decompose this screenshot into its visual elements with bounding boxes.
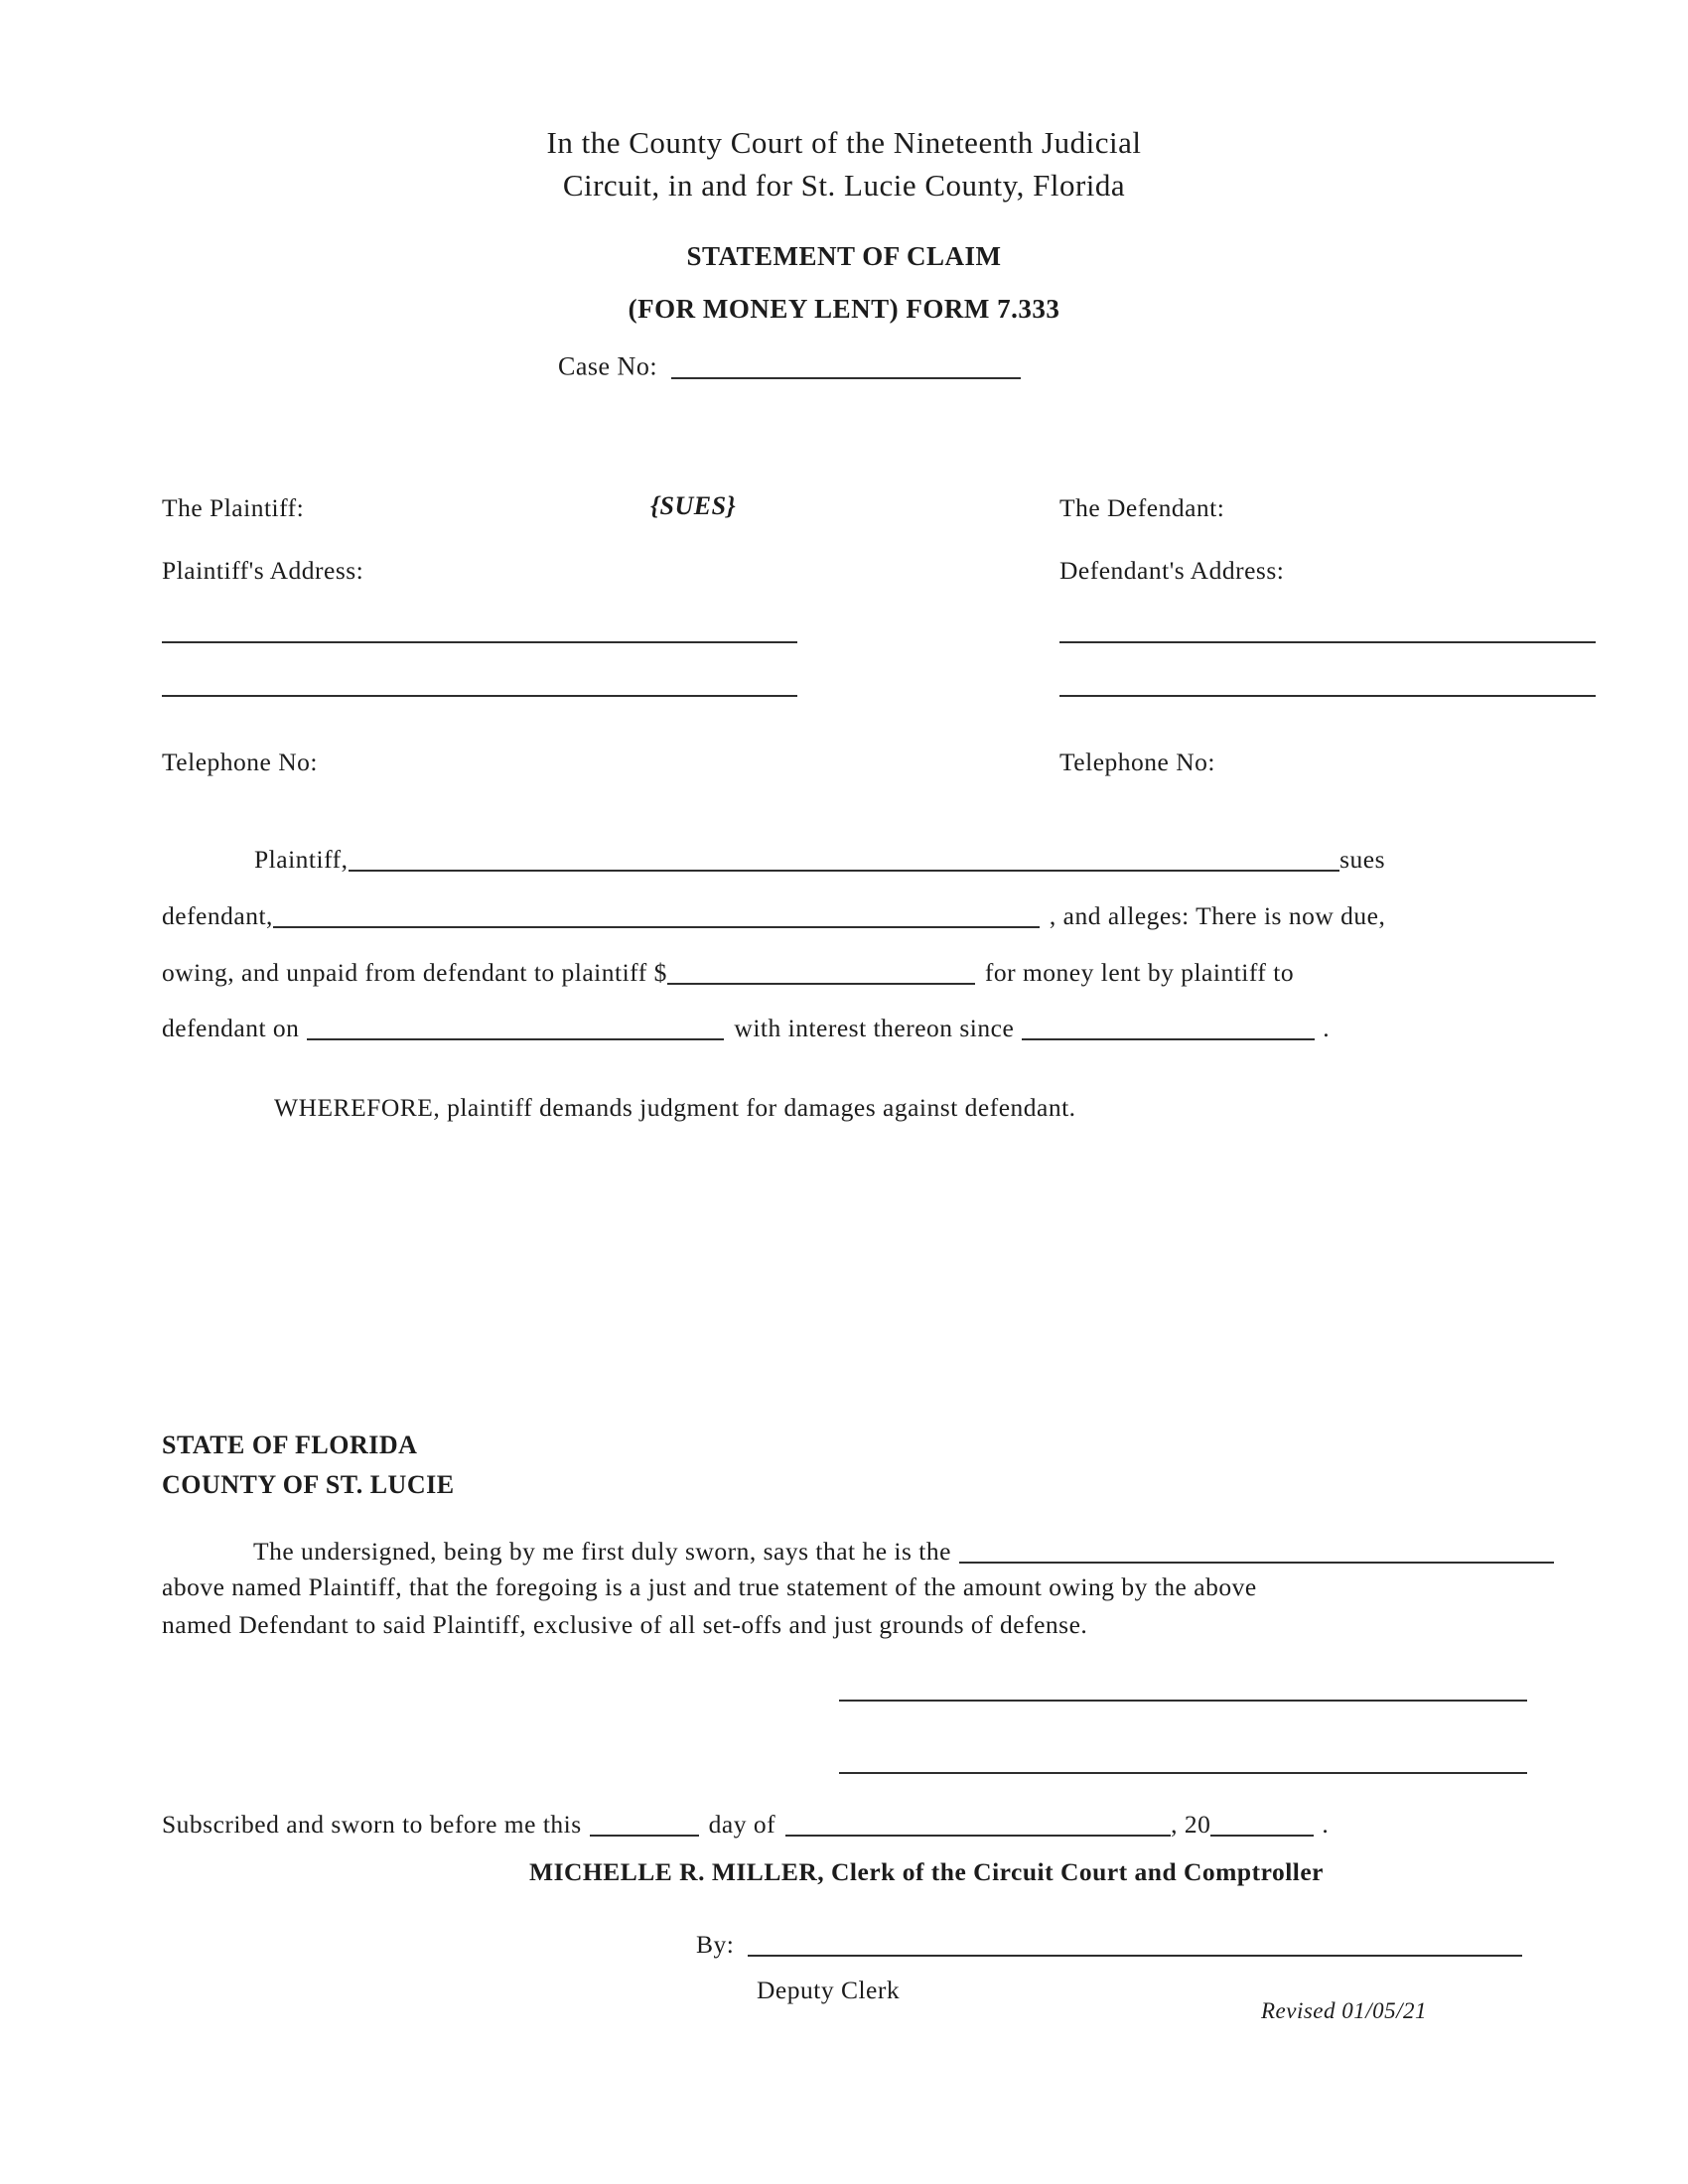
interest-date-field[interactable] xyxy=(1022,1015,1315,1040)
claim-line-4 xyxy=(162,1011,1330,1043)
sworn-line-3-text: named Defendant to said Plaintiff, exclusive of all set-offs and just grounds of defense. xyxy=(162,1610,1088,1639)
defendant-name-field[interactable] xyxy=(273,902,1040,928)
county-of-st-lucie-label: COUNTY OF ST. LUCIE xyxy=(162,1470,455,1499)
claim-line-2 xyxy=(162,898,1385,931)
defendant-address-line-2-field[interactable] xyxy=(1059,695,1596,697)
defendant-telephone-label: Telephone No: xyxy=(1059,748,1215,776)
wherefore-text: WHEREFORE, plaintiff demands judgment for damages against defendant. xyxy=(274,1093,1076,1122)
case-no-label: Case No: xyxy=(558,351,658,381)
plaintiff-label: The Plaintiff: xyxy=(162,493,305,522)
clerk-name-line: MICHELLE R. MILLER, Clerk of the Circuit Court and Comptroller xyxy=(529,1857,1324,1886)
claim-money-lent-text: for money lent by plaintiff to xyxy=(984,958,1295,988)
deputy-signature-field[interactable] xyxy=(748,1931,1522,1957)
plaintiff-address-line-1-field[interactable] xyxy=(162,641,797,643)
plaintiff-address-label: Plaintiff's Address: xyxy=(162,556,364,585)
claim-line-1 xyxy=(254,842,1385,875)
affiant-signature-line[interactable] xyxy=(839,1700,1527,1702)
state-of-florida-label: STATE OF FLORIDA xyxy=(162,1431,418,1459)
year-prefix-text: , 20 xyxy=(1171,1810,1211,1840)
claim-sues-word: sues xyxy=(1339,845,1385,875)
capacity-field[interactable] xyxy=(959,1538,1554,1564)
court-title-line-1: In the County Court of the Nineteenth Judicial xyxy=(546,125,1142,160)
by-line xyxy=(696,1927,1522,1960)
claim-line-4-period: . xyxy=(1323,1014,1331,1043)
sues-marker: {SUES} xyxy=(650,491,737,520)
case-no-line xyxy=(558,348,1021,382)
by-label: By: xyxy=(696,1930,735,1960)
day-of-text: day of xyxy=(708,1810,776,1840)
loan-date-field[interactable] xyxy=(307,1015,724,1040)
sworn-line-1 xyxy=(253,1534,1554,1567)
month-field[interactable] xyxy=(785,1811,1171,1837)
claim-interest-text: with interest thereon since xyxy=(734,1014,1015,1043)
plaintiff-telephone-label: Telephone No: xyxy=(162,748,318,776)
claim-defendant-on-text: defendant on xyxy=(162,1014,300,1043)
defendant-label: The Defendant: xyxy=(1059,493,1225,522)
amount-field[interactable] xyxy=(667,959,975,985)
subscribed-period: . xyxy=(1322,1810,1330,1840)
deputy-clerk-label: Deputy Clerk xyxy=(757,1976,901,2004)
day-field[interactable] xyxy=(590,1811,699,1837)
claim-owing-text: owing, and unpaid from defendant to plaintiff $ xyxy=(162,958,667,988)
plaintiff-name-field[interactable] xyxy=(349,846,1340,872)
affiant-signature-line-2[interactable] xyxy=(839,1772,1527,1774)
claim-alleges-text: , and alleges: There is now due, xyxy=(1049,901,1386,931)
defendant-address-line-1-field[interactable] xyxy=(1059,641,1596,643)
sworn-line-1-text: The undersigned, being by me first duly sworn, says that he is the xyxy=(253,1537,951,1567)
year-field[interactable] xyxy=(1210,1811,1314,1837)
court-title-line-2: Circuit, in and for St. Lucie County, Florida xyxy=(562,168,1126,203)
case-no-field[interactable] xyxy=(671,352,1021,379)
subscribed-text: Subscribed and sworn to before me this xyxy=(162,1810,582,1840)
sworn-line-2-text: above named Plaintiff, that the foregoing is a just and true statement of the amount owing by the above xyxy=(162,1572,1257,1601)
form-subtitle: (FOR MONEY LENT) FORM 7.333 xyxy=(628,294,1060,324)
defendant-address-label: Defendant's Address: xyxy=(1059,556,1285,585)
plaintiff-address-line-2-field[interactable] xyxy=(162,695,797,697)
claim-line-3 xyxy=(162,955,1294,988)
claim-defendant-word: defendant, xyxy=(162,901,273,931)
revised-note: Revised 01/05/21 xyxy=(1261,1998,1428,2023)
court-title xyxy=(0,121,1688,206)
form-title: STATEMENT OF CLAIM xyxy=(686,241,1002,271)
claim-plaintiff-word: Plaintiff, xyxy=(254,845,349,875)
subscribed-line xyxy=(162,1807,1329,1840)
